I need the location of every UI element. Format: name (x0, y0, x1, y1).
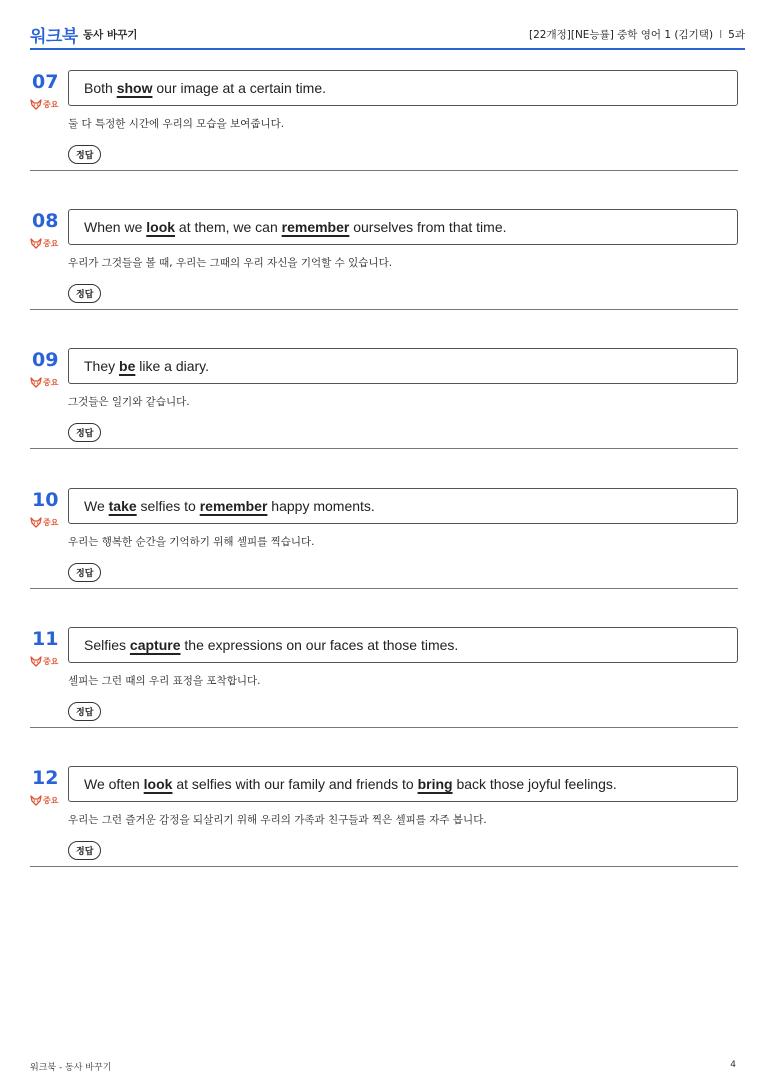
exercise-item (30, 488, 738, 589)
important-label: 중요 (43, 378, 59, 387)
important-label: 중요 (43, 657, 59, 666)
sentence-text: at selfies with our family and friends to (172, 776, 418, 792)
footer-title: 워크북 - 동사 바꾸기 (30, 1063, 112, 1073)
important-badge (30, 377, 58, 388)
korean-translation: 우리는 행복한 순간을 기억하기 위해 셀피를 찍습니다. (68, 536, 315, 548)
sentence-box (68, 488, 738, 524)
item-number: 12 (32, 767, 59, 789)
sentence-text: like a diary. (135, 358, 210, 374)
target-verb: be (119, 358, 136, 374)
page-number: 4 (730, 1060, 736, 1070)
target-verb: remember (281, 219, 350, 235)
section-subtitle: 동사 바꾸기 (83, 29, 138, 41)
exercise-item (30, 348, 738, 449)
korean-translation: 우리는 그런 즐거운 감정을 되살리기 위해 우리의 가족과 친구들과 찍은 셀피를 자주 봅니다. (68, 814, 487, 826)
target-verb: bring (417, 776, 453, 792)
answer-button[interactable]: 정답 (68, 841, 101, 860)
exercise-item (30, 627, 738, 728)
item-number: 08 (32, 210, 59, 232)
sentence-text: They (84, 358, 120, 374)
brand-title: 워크북 (30, 27, 78, 47)
answer-button[interactable]: 정답 (68, 563, 101, 582)
lesson-label: 5과 (728, 29, 745, 41)
sentence-text: at them, we can (175, 219, 282, 235)
important-label: 중요 (43, 518, 59, 527)
sentence-text: our image at a certain time. (152, 80, 327, 96)
target-verb: look (146, 219, 176, 235)
target-verb: capture (129, 637, 181, 653)
fox-icon (30, 656, 42, 667)
sentence-text: We (84, 498, 109, 514)
important-label: 중요 (43, 239, 59, 248)
fox-icon (30, 99, 42, 110)
exercise-item (30, 766, 738, 867)
target-verb: take (108, 498, 137, 514)
sentence-text: happy moments. (267, 498, 375, 514)
course-name: [22개정][NE능률] 중학 영어 1 (김기택) (529, 29, 714, 41)
sentence-text: back those joyful feelings. (452, 776, 617, 792)
item-number: 10 (32, 489, 59, 511)
important-label: 중요 (43, 100, 59, 109)
item-number: 11 (32, 628, 59, 650)
fox-icon (30, 377, 42, 388)
korean-translation: 그것들은 일기와 같습니다. (68, 396, 190, 408)
sentence-text: the expressions on our faces at those times. (180, 637, 459, 653)
exercise-item (30, 70, 738, 171)
sentence-text: selfies to (136, 498, 200, 514)
important-badge (30, 99, 58, 110)
answer-button[interactable]: 정답 (68, 423, 101, 442)
target-verb: show (116, 80, 153, 96)
item-number: 09 (32, 349, 59, 371)
answer-button[interactable]: 정답 (68, 284, 101, 303)
important-badge (30, 517, 58, 528)
fox-icon (30, 795, 42, 806)
important-badge (30, 795, 58, 806)
fox-icon (30, 238, 42, 249)
sentence-text: Both (84, 80, 117, 96)
header-separator: I (719, 29, 723, 41)
sentence-box (68, 627, 738, 663)
answer-button[interactable]: 정답 (68, 702, 101, 721)
exercise-item (30, 209, 738, 310)
korean-translation: 셀피는 그런 때의 우리 표정을 포착합니다. (68, 675, 261, 687)
sentence-box (68, 766, 738, 802)
important-badge (30, 656, 58, 667)
target-verb: remember (199, 498, 268, 514)
important-badge (30, 238, 58, 249)
korean-translation: 둘 다 특정한 시간에 우리의 모습을 보여줍니다. (68, 118, 285, 130)
sentence-text: Selfies (84, 637, 130, 653)
target-verb: look (143, 776, 173, 792)
sentence-box (68, 348, 738, 384)
fox-icon (30, 517, 42, 528)
korean-translation: 우리가 그것들을 볼 때, 우리는 그때의 우리 자신을 기억할 수 있습니다. (68, 257, 393, 269)
sentence-text: We often (84, 776, 144, 792)
sentence-box (68, 209, 738, 245)
answer-button[interactable]: 정답 (68, 145, 101, 164)
item-number: 07 (32, 71, 59, 93)
important-label: 중요 (43, 796, 59, 805)
sentence-box (68, 70, 738, 106)
course-info (529, 27, 745, 42)
page-header (30, 18, 745, 50)
sentence-text: ourselves from that time. (349, 219, 507, 235)
sentence-text: When we (84, 219, 147, 235)
